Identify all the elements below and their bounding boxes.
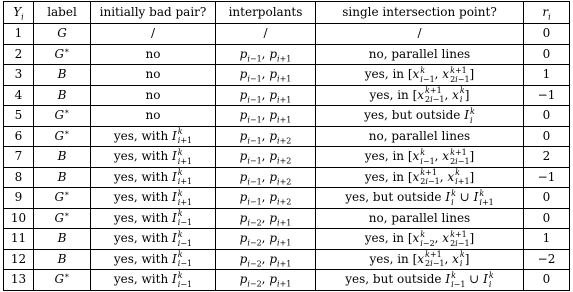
table-body xyxy=(4,24,570,291)
cell-label: G xyxy=(34,24,91,45)
cell-interpolants: $p_{i-1}$, $p_{i+1}$ xyxy=(216,85,316,106)
table-row xyxy=(4,249,570,270)
cell-interpolants: $p_{i-1}$, $p_{i+2}$ xyxy=(216,126,316,147)
cell-yi: 2 xyxy=(4,44,34,65)
table-row xyxy=(4,208,570,229)
table-row xyxy=(4,167,570,188)
cell-single-intersection: yes, in [x k i−1 , x k+1 2i−1 ] xyxy=(316,65,524,86)
cell-initially-bad: yes, with I k i−1 xyxy=(91,249,216,270)
cell-ri: 2 xyxy=(524,147,570,168)
cell-ri: 0 xyxy=(524,126,570,147)
cell-label: G∗ xyxy=(34,208,91,229)
cell-ri: −1 xyxy=(524,167,570,188)
cell-initially-bad: yes, with I k i−1 xyxy=(91,229,216,250)
cell-interpolants: $p_{i-1}$, $p_{i+1}$ xyxy=(216,65,316,86)
cell-yi: 7 xyxy=(4,147,34,168)
cell-label: G∗ xyxy=(34,126,91,147)
table-row xyxy=(4,147,570,168)
cell-initially-bad: yes, with I k i+1 xyxy=(91,167,216,188)
cell-single-intersection: no, parallel lines xyxy=(316,126,524,147)
cell-yi: 4 xyxy=(4,85,34,106)
cell-initially-bad: yes, with I k i+1 xyxy=(91,188,216,209)
cell-single-intersection: no, parallel lines xyxy=(316,208,524,229)
cell-interpolants: $p_{i-2}$, $p_{i+1}$ xyxy=(216,270,316,291)
cell-yi: 9 xyxy=(4,188,34,209)
cell-single-intersection: / xyxy=(316,24,524,45)
cell-interpolants: $p_{i-2}$, $p_{i+1}$ xyxy=(216,249,316,270)
cell-initially-bad: yes, with I k i+1 xyxy=(91,147,216,168)
table-row xyxy=(4,229,570,250)
cell-label: G∗ xyxy=(34,106,91,127)
cell-interpolants: $p_{i-1}$, $p_{i+1}$ xyxy=(216,106,316,127)
cell-ri: −1 xyxy=(524,85,570,106)
cell-single-intersection: no, parallel lines xyxy=(316,44,524,65)
table-row xyxy=(4,65,570,86)
cell-single-intersection: yes, but outside I k i xyxy=(316,106,524,127)
cell-ri: 1 xyxy=(524,229,570,250)
cell-ri: 0 xyxy=(524,208,570,229)
cell-yi: 5 xyxy=(4,106,34,127)
header-row xyxy=(4,2,570,24)
cell-ri: −2 xyxy=(524,249,570,270)
cell-initially-bad: yes, with I k i+1 xyxy=(91,126,216,147)
header-ri: $r_i$ xyxy=(524,2,570,24)
table-row xyxy=(4,44,570,65)
cell-interpolants: $p_{i-1}$, $p_{i+2}$ xyxy=(216,147,316,168)
cell-interpolants: $p_{i-2}$, $p_{i+1}$ xyxy=(216,208,316,229)
header-label: label xyxy=(34,2,91,24)
table-row xyxy=(4,85,570,106)
cell-initially-bad: / xyxy=(91,24,216,45)
cell-initially-bad: no xyxy=(91,106,216,127)
cell-label: G∗ xyxy=(34,44,91,65)
cell-single-intersection: yes, in [x k i−2 , x k+1 2i−1 ] xyxy=(316,229,524,250)
cell-ri: 0 xyxy=(524,106,570,127)
cell-initially-bad: no xyxy=(91,85,216,106)
cell-initially-bad: yes, with I k i−1 xyxy=(91,270,216,291)
table-row xyxy=(4,188,570,209)
cell-ri: 0 xyxy=(524,44,570,65)
header-initially-bad: initially bad pair? xyxy=(91,2,216,24)
cell-yi: 6 xyxy=(4,126,34,147)
cell-yi: 11 xyxy=(4,229,34,250)
cell-label: G∗ xyxy=(34,188,91,209)
cell-single-intersection: yes, in [x k i−1 , x k+1 2i−1 ] xyxy=(316,147,524,168)
cell-yi: 1 xyxy=(4,24,34,45)
cell-initially-bad: no xyxy=(91,44,216,65)
cell-single-intersection: yes, in [x k+1 2i−1 , x k i ] xyxy=(316,249,524,270)
header-yi: $Y_i$ xyxy=(4,2,34,24)
cell-label: G∗ xyxy=(34,270,91,291)
cell-ri: 1 xyxy=(524,65,570,86)
cell-interpolants: $p_{i-1}$, $p_{i+1}$ xyxy=(216,44,316,65)
table-row xyxy=(4,270,570,291)
cell-ri: 0 xyxy=(524,188,570,209)
header-interpolants: interpolants xyxy=(216,2,316,24)
cell-yi: 3 xyxy=(4,65,34,86)
cell-label: B xyxy=(34,147,91,168)
cell-label: B xyxy=(34,229,91,250)
cell-label: B xyxy=(34,167,91,188)
cell-interpolants: $p_{i-1}$, $p_{i+2}$ xyxy=(216,188,316,209)
cell-ri: 0 xyxy=(524,24,570,45)
cell-yi: 10 xyxy=(4,208,34,229)
cell-interpolants: $p_{i-1}$, $p_{i+2}$ xyxy=(216,167,316,188)
table-row xyxy=(4,106,570,127)
cell-single-intersection: yes, but outside I k i−1 ∪ I k i xyxy=(316,270,524,291)
cell-single-intersection: yes, but outside I k i ∪ I k i+1 xyxy=(316,188,524,209)
cell-yi: 12 xyxy=(4,249,34,270)
cell-label: B xyxy=(34,85,91,106)
intersection-cases-table xyxy=(3,1,570,291)
cell-interpolants: / xyxy=(216,24,316,45)
table-row xyxy=(4,126,570,147)
cell-interpolants: $p_{i-2}$, $p_{i+1}$ xyxy=(216,229,316,250)
cell-single-intersection: yes, in [x k+1 2i−1 , x k i ] xyxy=(316,85,524,106)
cell-yi: 13 xyxy=(4,270,34,291)
cell-initially-bad: yes, with I k i−1 xyxy=(91,208,216,229)
cell-label: B xyxy=(34,65,91,86)
cell-ri: 0 xyxy=(524,270,570,291)
cell-label: B xyxy=(34,249,91,270)
cell-yi: 8 xyxy=(4,167,34,188)
table-row xyxy=(4,24,570,45)
cell-single-intersection: yes, in [x k+1 2i−1 , x k i+1 ] xyxy=(316,167,524,188)
cell-initially-bad: no xyxy=(91,65,216,86)
header-single-intersection: single intersection point? xyxy=(316,2,524,24)
